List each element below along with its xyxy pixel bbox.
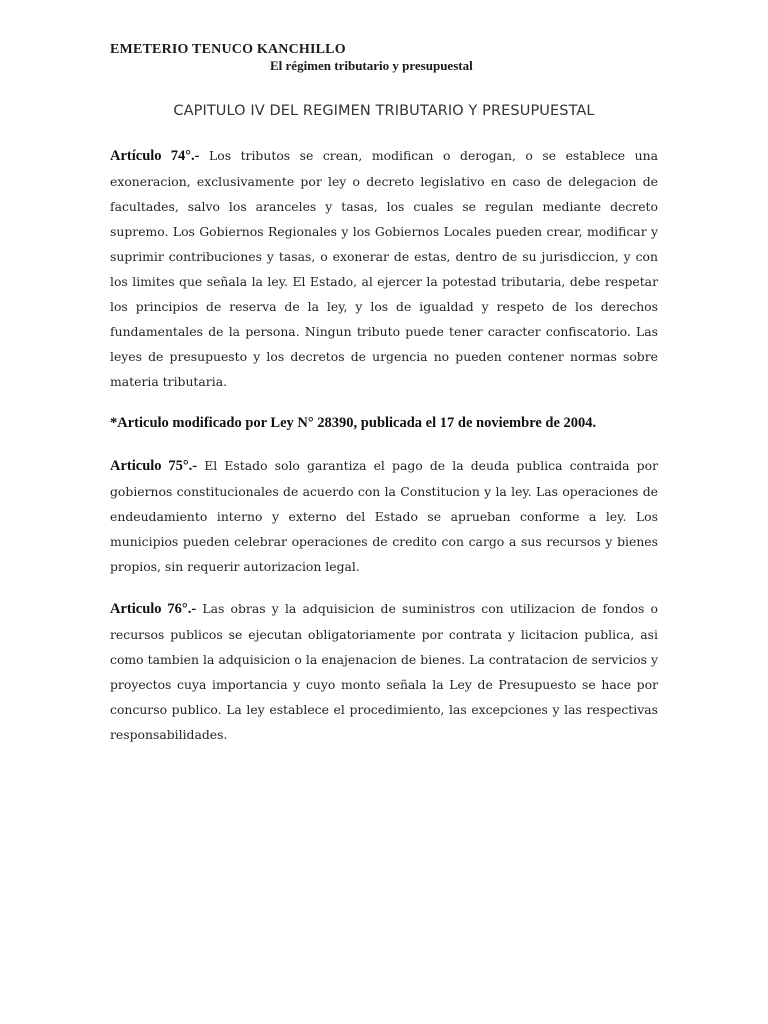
article-text: Las obras y la adquisicion de suministros con utilizacion de fondos o recursos publicos se ejecutan obligatoriamente por contrata y licitacion publica, asi como tambien la adquisicion o la enajenacion de bienes. La contratacion de servicios y proyectos cuya importancia y cuyo monto señala la Ley de Presupuesto se hace por concurso publico. La ley establece el procedimiento, las excepciones y las respectivas responsabilidades.	[110, 601, 658, 742]
article-74	[110, 143, 658, 394]
article-text: El Estado solo garantiza el pago de la deuda publica contraida por gobiernos constitucionales de acuerdo con la Constitucion y la ley. Las operaciones de endeudamiento interno y externo del Estado se aprueban conforme a ley. Los municipios pueden celebrar operaciones de credito con cargo a sus recursos y bienes propios, sin requerir autorizacion legal.	[110, 458, 659, 574]
modification-note: *Articulo modificado por Ley N° 28390, publicada el 17 de noviembre de 2004.	[110, 415, 597, 431]
article-76	[110, 596, 658, 747]
article-title: Articulo 76°.-	[110, 601, 197, 617]
article-title: Articulo 75°.-	[110, 458, 198, 474]
document-body	[110, 143, 658, 764]
article-title: Artículo 74°.-	[110, 148, 200, 164]
author-header: EMETERIO TENUCO KANCHILLO	[110, 42, 346, 57]
article-75	[110, 453, 658, 579]
chapter-title: CAPITULO IV DEL REGIMEN TRIBUTARIO Y PRESUPUESTAL	[173, 103, 595, 119]
article-text: Los tributos se crean, modifican o derogan, o se establece una exoneracion, exclusivamente por ley o decreto legislativo en caso de delegacion de facultades, salvo los aranceles y tasas, los cuales se regulan mediante decreto supremo. Los Gobiernos Regionales y los Gobiernos Locales pueden crear, modificar y suprimir contribuciones y tasas, o exonerar de estas, dentro de su jurisdiccion, y con los limites que señala la ley. El Estado, al ejercer la potestad tributaria, debe respetar los principios de reserva de la ley, y los de igualdad y respeto de los derechos fundamentales de la persona. Ningun tributo puede tener caracter confiscatorio. Las leyes de presupuesto y los decretos de urgencia no pueden contener normas sobre materia tributaria.	[110, 148, 659, 389]
document-subtitle: El régimen tributario y presupuestal	[270, 58, 473, 73]
